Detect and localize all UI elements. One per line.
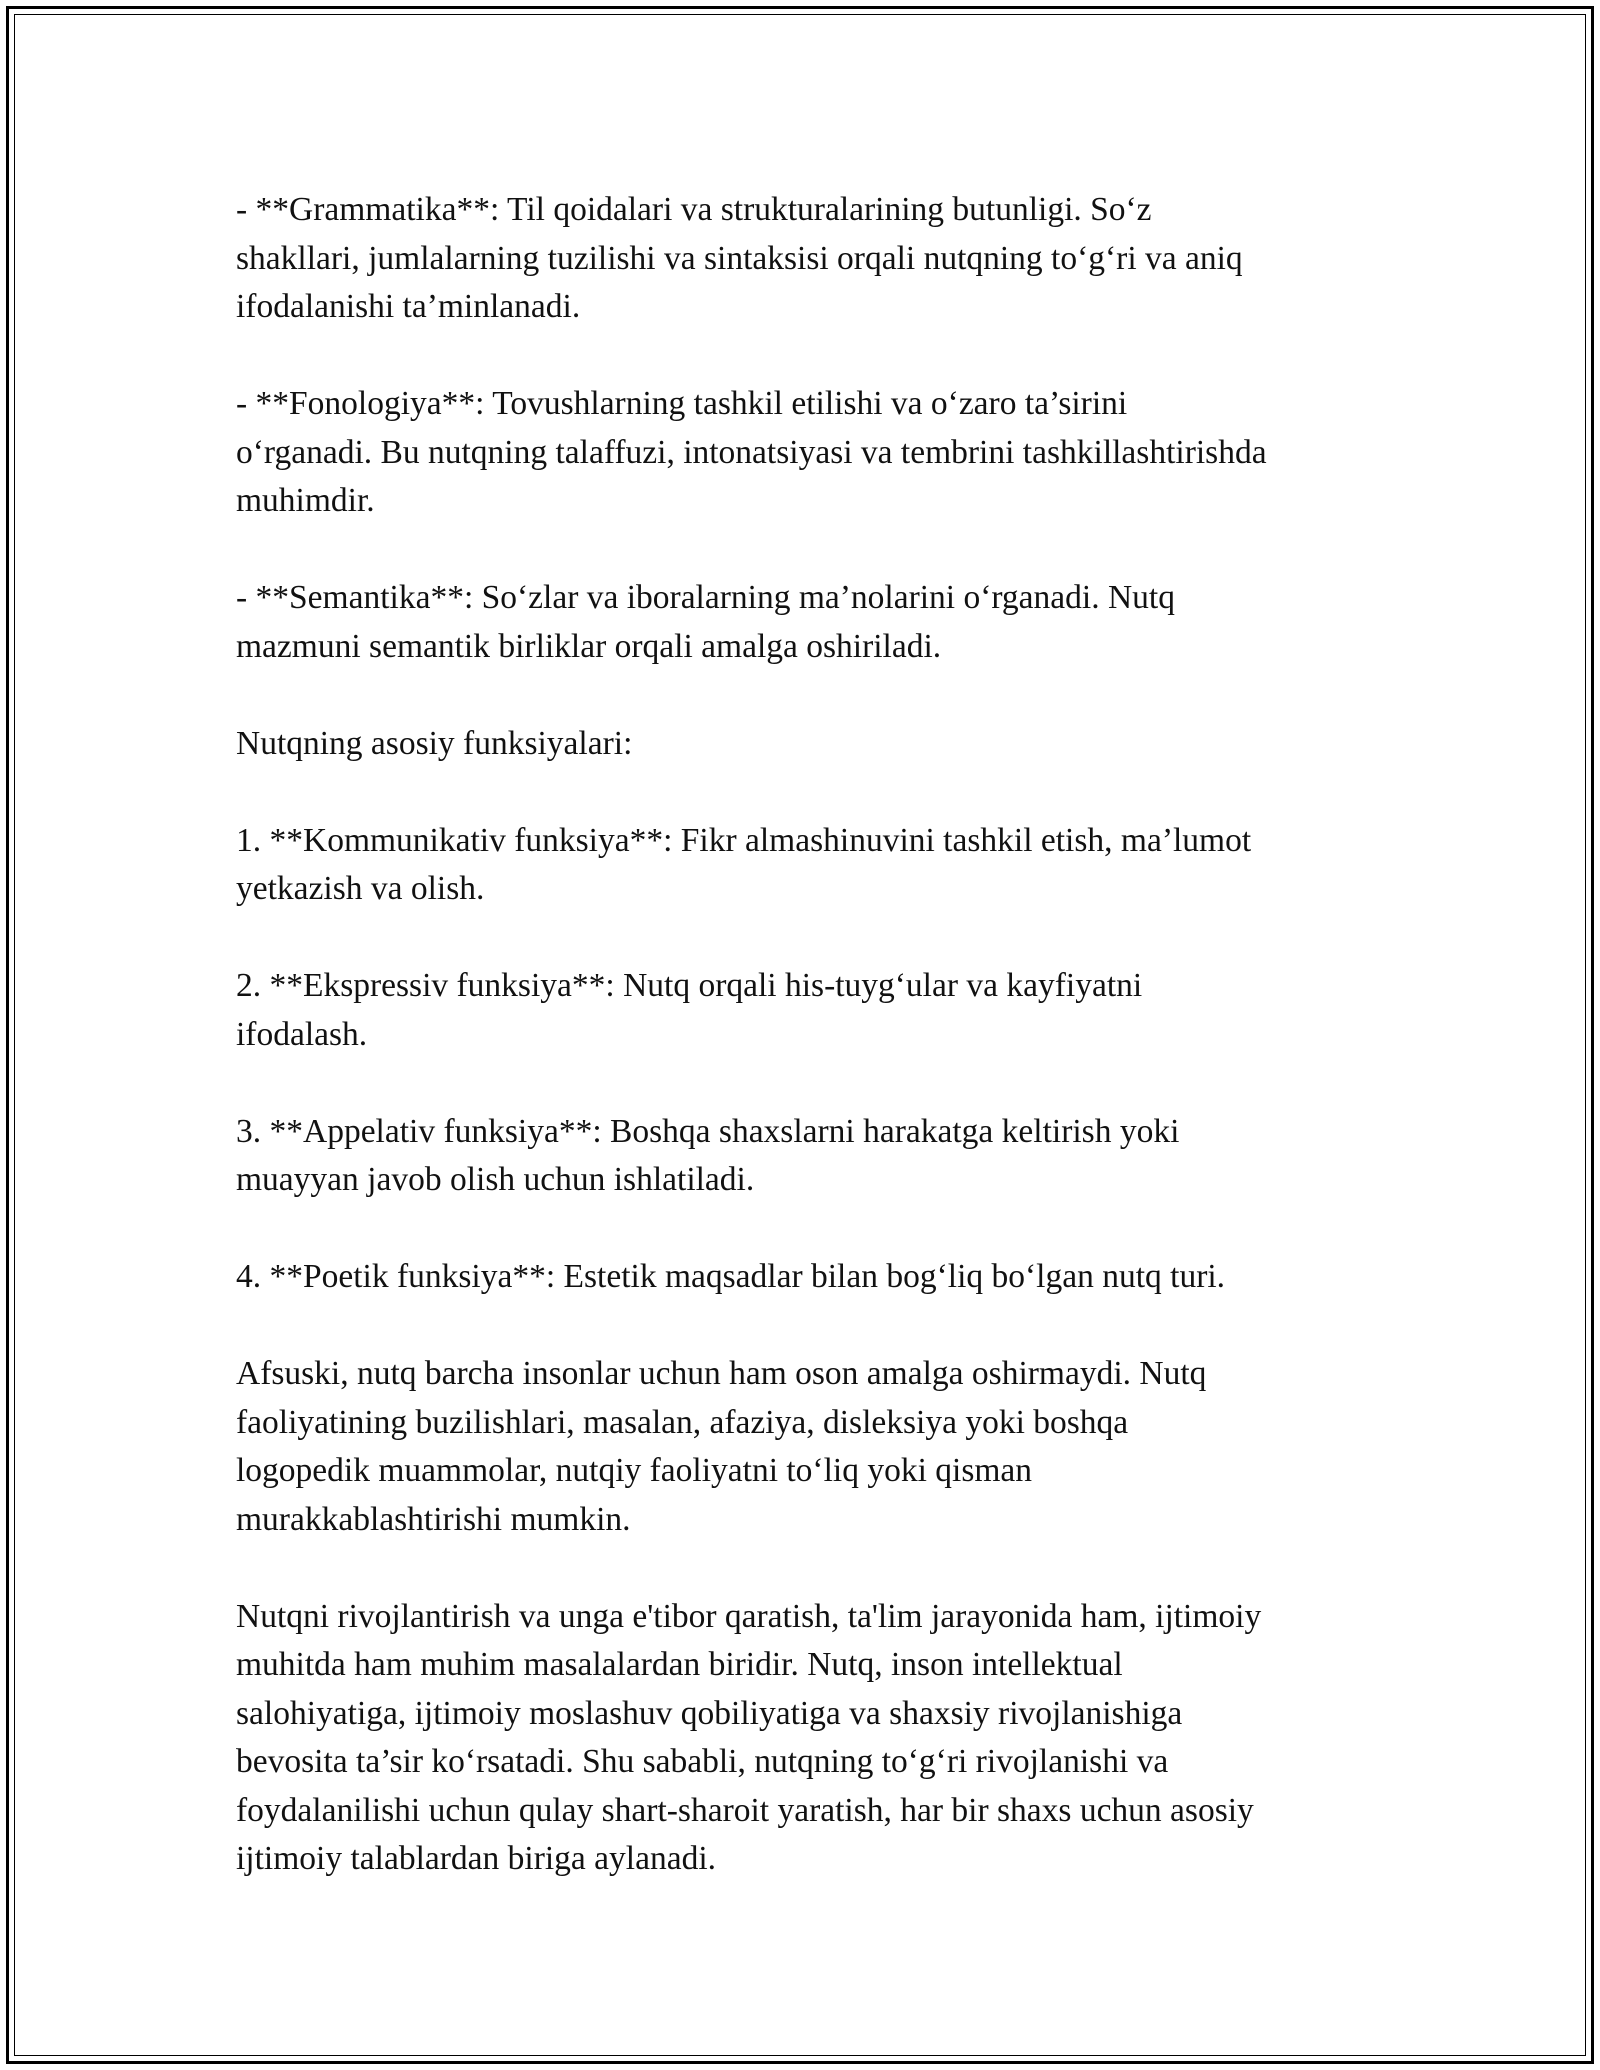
paragraph-disorders: Afsuski, nutq barcha insonlar uchun ham oson amalga oshirmaydi. Nutq faoliyatining buzilishlari, masalan, afaziya, disleksiya yoki boshqa logopedik muammolar, nutqiy faoliyatni to‘liq yoki qisman murakkablashtirishi mumkin. <box>236 1355 1207 1538</box>
paragraph-function-1: 1. **Kommunikativ funksiya**: Fikr almashinuvini tashkil etish, ma’lumot yetkazish va olish. <box>236 821 1252 907</box>
paragraph-conclusion: Nutqni rivojlantirish va unga e'tibor qaratish, ta'lim jarayonida ham, ijtimoiy muhitda ham muhim masalalardan biridir. Nutq, inson intellektual salohiyatiga, ijtimoiy moslashuv qobiliyatiga va shaxsiy rivojlanishiga bevosita ta’sir ko‘rsatadi. Shu sababli, nutqning to‘g‘ri rivojlanishi va foydalanilishi uchun qulay shart-sharoit yaratish, har bir shaxs uchun asosiy ijtimoiy talablardan biriga aylanadi. <box>236 1597 1262 1877</box>
paragraph-fonologiya: - **Fonologiya**: Tovushlarning tashkil etilishi va o‘zaro ta’sirini o‘rganadi. Bu nutqning talaffuzi, intonatsiyasi va tembrini tashkillashtirishda muhimdir. <box>236 385 1267 519</box>
paragraph-function-2: 2. **Ekspressiv funksiya**: Nutq orqali his-tuyg‘ular va kayfiyatni ifodalash. <box>236 967 1143 1053</box>
paragraph-grammatika: - **Grammatika**: Til qoidalari va strukturalarining butunligi. So‘z shakllari, jumlalarning tuzilishi va sintaksisi orqali nutqning to‘g‘ri va aniq ifodalanishi ta’minlanadi. <box>236 191 1243 325</box>
paragraph-functions-heading: Nutqning asosiy funksiyalari: <box>236 724 633 762</box>
paragraph-semantika: - **Semantika**: So‘zlar va iboralarning ma’nolarini o‘rganadi. Nutq mazmuni semantik birliklar orqali amalga oshiriladi. <box>236 579 1175 665</box>
paragraph-function-3: 3. **Appelativ funksiya**: Boshqa shaxslarni harakatga keltirish yoki muayyan javob olish uchun ishlatiladi. <box>236 1112 1180 1198</box>
document-body <box>236 186 1376 1884</box>
paragraph-function-4: 4. **Poetik funksiya**: Estetik maqsadlar bilan bog‘liq bo‘lgan nutq turi. <box>236 1258 1226 1295</box>
